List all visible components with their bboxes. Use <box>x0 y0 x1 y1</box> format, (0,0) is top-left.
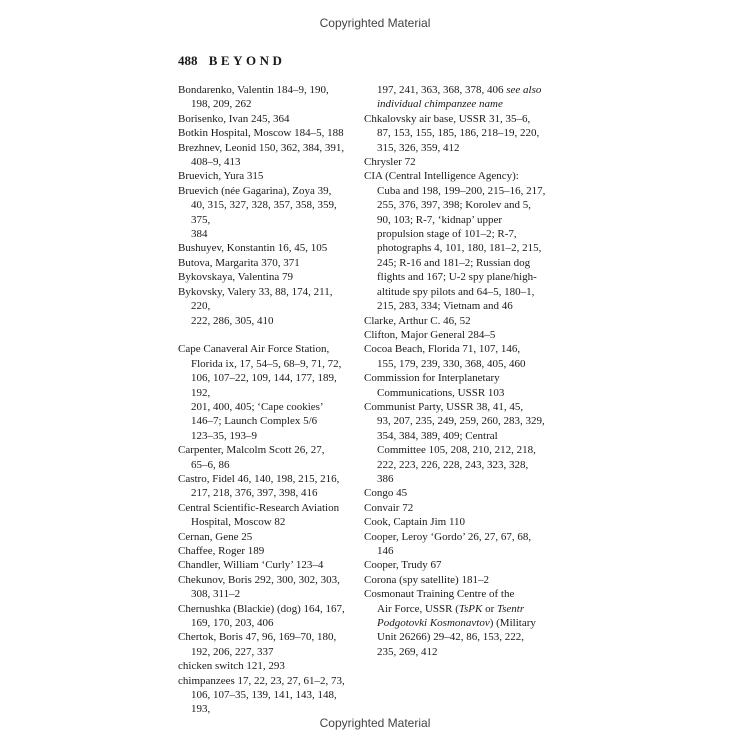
index-entry <box>364 587 546 659</box>
copyright-watermark-top: Copyrighted Material <box>319 16 431 30</box>
index-entry: Chekunov, Boris 292, 300, 302, 303, 308, 311–2 <box>178 573 340 601</box>
index-entry: Communist Party, USSR 38, 41, 45, 93, 207, 235, 249, 259, 260, 283, 329, 354, 384, 389, 409; Central Committee 105, 208, 210, 212, 218, 222, 223, 226, 228, 243, 323, 328, 386 <box>364 400 545 485</box>
index-entry: Cernan, Gene 25 <box>178 530 253 543</box>
running-head <box>178 53 285 69</box>
index-entry: Botkin Hospital, Moscow 184–5, 188 <box>178 127 344 140</box>
index-entry: chicken switch 121, 293 <box>178 660 285 673</box>
index-column-left <box>178 83 354 717</box>
index-entry: Chkalovsky air base, USSR 31, 35–6, 87, 153, 155, 185, 186, 218–19, 220, 315, 326, 359, 412 <box>364 112 540 154</box>
index-entry: Congo 45 <box>364 487 408 500</box>
entry-text: 197, 241, 363, 368, 378, 406 <box>377 84 507 96</box>
index-entry: Clifton, Major General 284–5 <box>364 328 496 341</box>
index-entry: Borisenko, Ivan 245, 364 <box>178 112 290 125</box>
index-entry: Brezhnev, Leonid 150, 362, 384, 391, 408–9, 413 <box>178 141 345 169</box>
entry-text: Cosmonaut Training Centre of the Air Force, USSR ( <box>364 588 515 615</box>
index-entry: Chrysler 72 <box>364 156 416 169</box>
copyright-watermark-bottom: Copyrighted Material <box>319 716 431 730</box>
index-column-right <box>364 83 546 659</box>
index-entry: Commission for Interplanetary Communications, USSR 103 <box>364 372 505 399</box>
index-entry: Butova, Margarita 370, 371 <box>178 256 300 269</box>
index-entry: Carpenter, Malcolm Scott 26, 27, 65–6, 86 <box>178 444 325 471</box>
see-also-reference: see also individual chimpanzee name <box>377 84 542 111</box>
index-entry: CIA (Central Intelligence Agency): Cuba and 198, 199–200, 215–16, 217, 255, 376, 397, 398; Korolev and 5, 90, 103; R-7, ‘kidnap’ upper propulsion stage of 101–2; R-7, photographs 4, 101, 180, 181–2, 215, 245; R-16 and 181–2; Russian dog flights and 167; U-2 spy plane/high- altitude spy pilots and 64–5, 180–1, 215, 283, 334; Vietnam and 46 <box>364 170 546 313</box>
index-entry: Chandler, William ‘Curly’ 123–4 <box>178 559 324 572</box>
index-entry-continued <box>364 83 546 112</box>
index-entry: Bondarenko, Valentin 184–9, 190, 198, 209, 262 <box>178 84 329 111</box>
entry-italic: Tsentr Podgotovki Kosmonavtov <box>377 602 525 630</box>
index-entry: chimpanzees 17, 22, 23, 27, 61–2, 73, 106, 107–35, 139, 141, 143, 148, 193, <box>178 674 345 716</box>
entry-italic: TsPK <box>458 602 483 615</box>
index-entry: Cocoa Beach, Florida 71, 107, 146, 155, 179, 239, 330, 368, 405, 460 <box>364 343 526 370</box>
entry-text: ) (Military Unit 26266) 29–42, 86, 153, 222, 235, 269, 412 <box>377 617 536 658</box>
index-entry: Central Scientific-Research Aviation Hospital, Moscow 82 <box>178 501 340 529</box>
page-number: 488 <box>178 53 198 68</box>
index-entry: Chaffee, Roger 189 <box>178 544 265 557</box>
index-entry: Bruevich (née Gagarina), Zoya 39, 40, 315, 327, 328, 357, 358, 359, 375, 384 <box>178 184 337 241</box>
index-entry: Cape Canaveral Air Force Station, Florida ix, 17, 54–5, 68–9, 71, 72, 106, 107–22, 109, 144, 177, 189, 192, 201, 400, 405; ‘Cape cookies’ 146–7; Launch Complex 5/6 123–35, 193–9 <box>178 343 342 442</box>
index-entry: Bykovsky, Valery 33, 88, 174, 211, 220, 222, 286, 305, 410 <box>178 285 333 327</box>
index-entry: Clarke, Arthur C. 46, 52 <box>364 314 471 327</box>
index-entry: Chertok, Boris 47, 96, 169–70, 180, 192, 206, 227, 337 <box>178 631 337 658</box>
index-entry: Castro, Fidel 46, 140, 198, 215, 216, 217, 218, 376, 397, 398, 416 <box>178 472 340 500</box>
index-entry: Bruevich, Yura 315 <box>178 170 264 183</box>
index-entry: Convair 72 <box>364 501 414 514</box>
entry-text: or <box>482 602 498 615</box>
index-entry: Cooper, Leroy ‘Gordo’ 26, 27, 67, 68, 146 <box>364 530 532 557</box>
index-entry: Cooper, Trudy 67 <box>364 559 442 572</box>
index-entry: Chernushka (Blackie) (dog) 164, 167, 169, 170, 203, 406 <box>178 602 345 630</box>
index-entry: Cook, Captain Jim 110 <box>364 516 466 529</box>
index-entry: Bushuyev, Konstantin 16, 45, 105 <box>178 242 328 255</box>
book-title: BEYOND <box>208 53 286 68</box>
index-entry: Corona (spy satellite) 181–2 <box>364 573 489 586</box>
index-entry: Bykovskaya, Valentina 79 <box>178 271 293 284</box>
